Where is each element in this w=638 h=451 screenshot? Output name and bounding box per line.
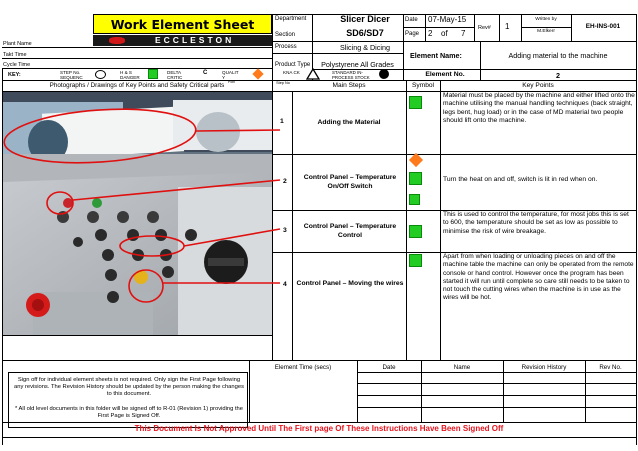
plant-name-label: Plant Name [3, 41, 32, 47]
black-circle-key-icon [379, 69, 389, 79]
photo-panel [3, 92, 272, 335]
page-title: Work Element Sheet [110, 16, 255, 32]
signoff-box [8, 372, 248, 428]
step-4-safety-icon [409, 254, 422, 267]
element-no-label: Element No. [425, 71, 465, 78]
page-total: 7 [461, 29, 466, 38]
key-step-seq: STEP No. SEQUENC [60, 70, 83, 80]
date-label: Date [405, 17, 418, 23]
page-value: 2 [428, 29, 433, 38]
page-label: Page [405, 31, 420, 37]
key-quality: QUALIT Y [222, 70, 239, 80]
logo-bar [93, 35, 272, 46]
product-type-label: Product Type [275, 62, 311, 68]
step-4-no: 4 [283, 281, 287, 288]
doc-number: EH-INS-001 [585, 23, 621, 30]
title-box [93, 14, 272, 34]
rev-history-header: Revision History [521, 364, 567, 371]
col-key-points: Key Points [522, 82, 554, 89]
step-1-safety-icon [409, 96, 422, 109]
rev-value: 1 [505, 22, 510, 31]
rev-no-header: Rev No. [599, 364, 622, 371]
signoff-text-2: * All old level documents in this folder will be signed off to R-01 (Revision 1) providing the First Page is Signed Off. [14, 406, 244, 419]
step-4-key-points [443, 253, 635, 333]
step-3-main-text: Control Panel – Temperature Control [303, 223, 397, 239]
col-photos-text: Photographs / Drawings of Key Points and Safety Critical parts [49, 82, 225, 89]
department-label: Department [275, 16, 307, 22]
key-hs-danger: H & S DANGER [120, 70, 140, 80]
step-2-key-points [443, 176, 635, 188]
element-time-label: Element Time (secs) [274, 364, 332, 371]
element-name-label: Element Name: [410, 51, 462, 60]
step-1-no: 1 [280, 118, 284, 125]
step-2-main-text: Control Panel – Temperature On/Off Switch [303, 174, 397, 190]
date-value: 07-May-15 [428, 15, 467, 24]
key-standard: STANDARD IN-PROCESS STOCK [332, 70, 370, 80]
step-2-safety-icon-2 [409, 194, 420, 205]
rev-name-header: Name [453, 364, 471, 371]
section-value: SD6/SD7 [346, 28, 384, 38]
written-by-label: Written by [535, 17, 557, 22]
step-2-key-points-text: Turn the heat on and off, switch is lit in red when on. [443, 176, 598, 183]
step-3-key-points-text: This is used to control the temperature, for most jobs this is set to 600, the temperature should be set as low as possible to minimise the risk of wire breakage. [443, 211, 629, 235]
product-type-value: Polystyrene All Grades [321, 60, 394, 69]
step-2-main [294, 155, 406, 210]
step-3-key-points [443, 211, 635, 252]
key-kna: KNA CK [283, 70, 300, 75]
step-2-no: 2 [283, 178, 287, 185]
circle-key-icon [95, 70, 106, 79]
section-label: Section [275, 32, 296, 38]
rev-label: Rev# [478, 25, 491, 31]
page-of: of [441, 29, 448, 38]
approval-warning: This Document Is Not Approved Until The First page Of These Instructions Have Been Signed Off [134, 424, 504, 433]
key-delta-symbol: C [203, 70, 208, 76]
key-delta-critic: DELTA CRITIC [167, 70, 183, 80]
signoff-text-1: Sign off for individual element sheets is not required. Only sign the First Page following any revisions. The Revision History should be updated by the person making the changes to this document. [14, 377, 244, 397]
col-symbol: Symbol [412, 82, 434, 89]
takt-time-label: Takt Time [3, 52, 27, 58]
logo-emblem-icon [109, 37, 125, 44]
step-2-safety-icon [409, 172, 422, 185]
step-4-main-text: Control Panel – Moving the wires [296, 279, 404, 287]
step-1-key-points-text: Material must be placed by the machine and either lifted onto the machine utilising the manual handling techniques (back straight, legs bent, hug load) or in the case of MD material two people should lift onto the machine. [443, 92, 635, 125]
step-3-safety-icon [409, 225, 422, 238]
logo-text: ECCLESTON [155, 35, 235, 45]
cycle-time-label: Cycle Time [3, 62, 31, 68]
element-name-value: Adding material to the machine [508, 51, 608, 60]
col-photos [2, 82, 272, 89]
written-by-value: M.Elkerr [537, 29, 555, 34]
green-cross-icon [148, 69, 158, 79]
col-step-no: Step No [276, 81, 290, 85]
machine-photo [3, 92, 272, 335]
element-no-value: 2 [556, 71, 560, 80]
process-label: Process [275, 44, 297, 50]
key-label: KEY: [8, 72, 21, 78]
step-1-main-text: Adding the Material [317, 118, 381, 126]
step-1-main [292, 92, 406, 154]
step-4-key-points-text: Apart from when loading or unloading pieces on and off the machine table the machine can only be operated from the remote console or hand control. However once the program has been started it will run until complete so care still needs to be taken to not touch the cutting wires when the machine is in use as the wires will be hot. [443, 253, 634, 302]
step-3-no: 3 [283, 227, 287, 234]
triangle-key-icon [306, 68, 320, 80]
process-value: Slicing & Dicing [340, 43, 390, 52]
col-main-steps: Main Steps [332, 82, 366, 89]
step-4-main [294, 253, 406, 315]
step-1-key-points [443, 92, 635, 154]
key-quality-sub: Poin [228, 80, 236, 84]
step-3-main [294, 211, 406, 252]
rev-date-header: Date [382, 364, 396, 371]
department-value: Slicer Dicer [340, 14, 390, 24]
